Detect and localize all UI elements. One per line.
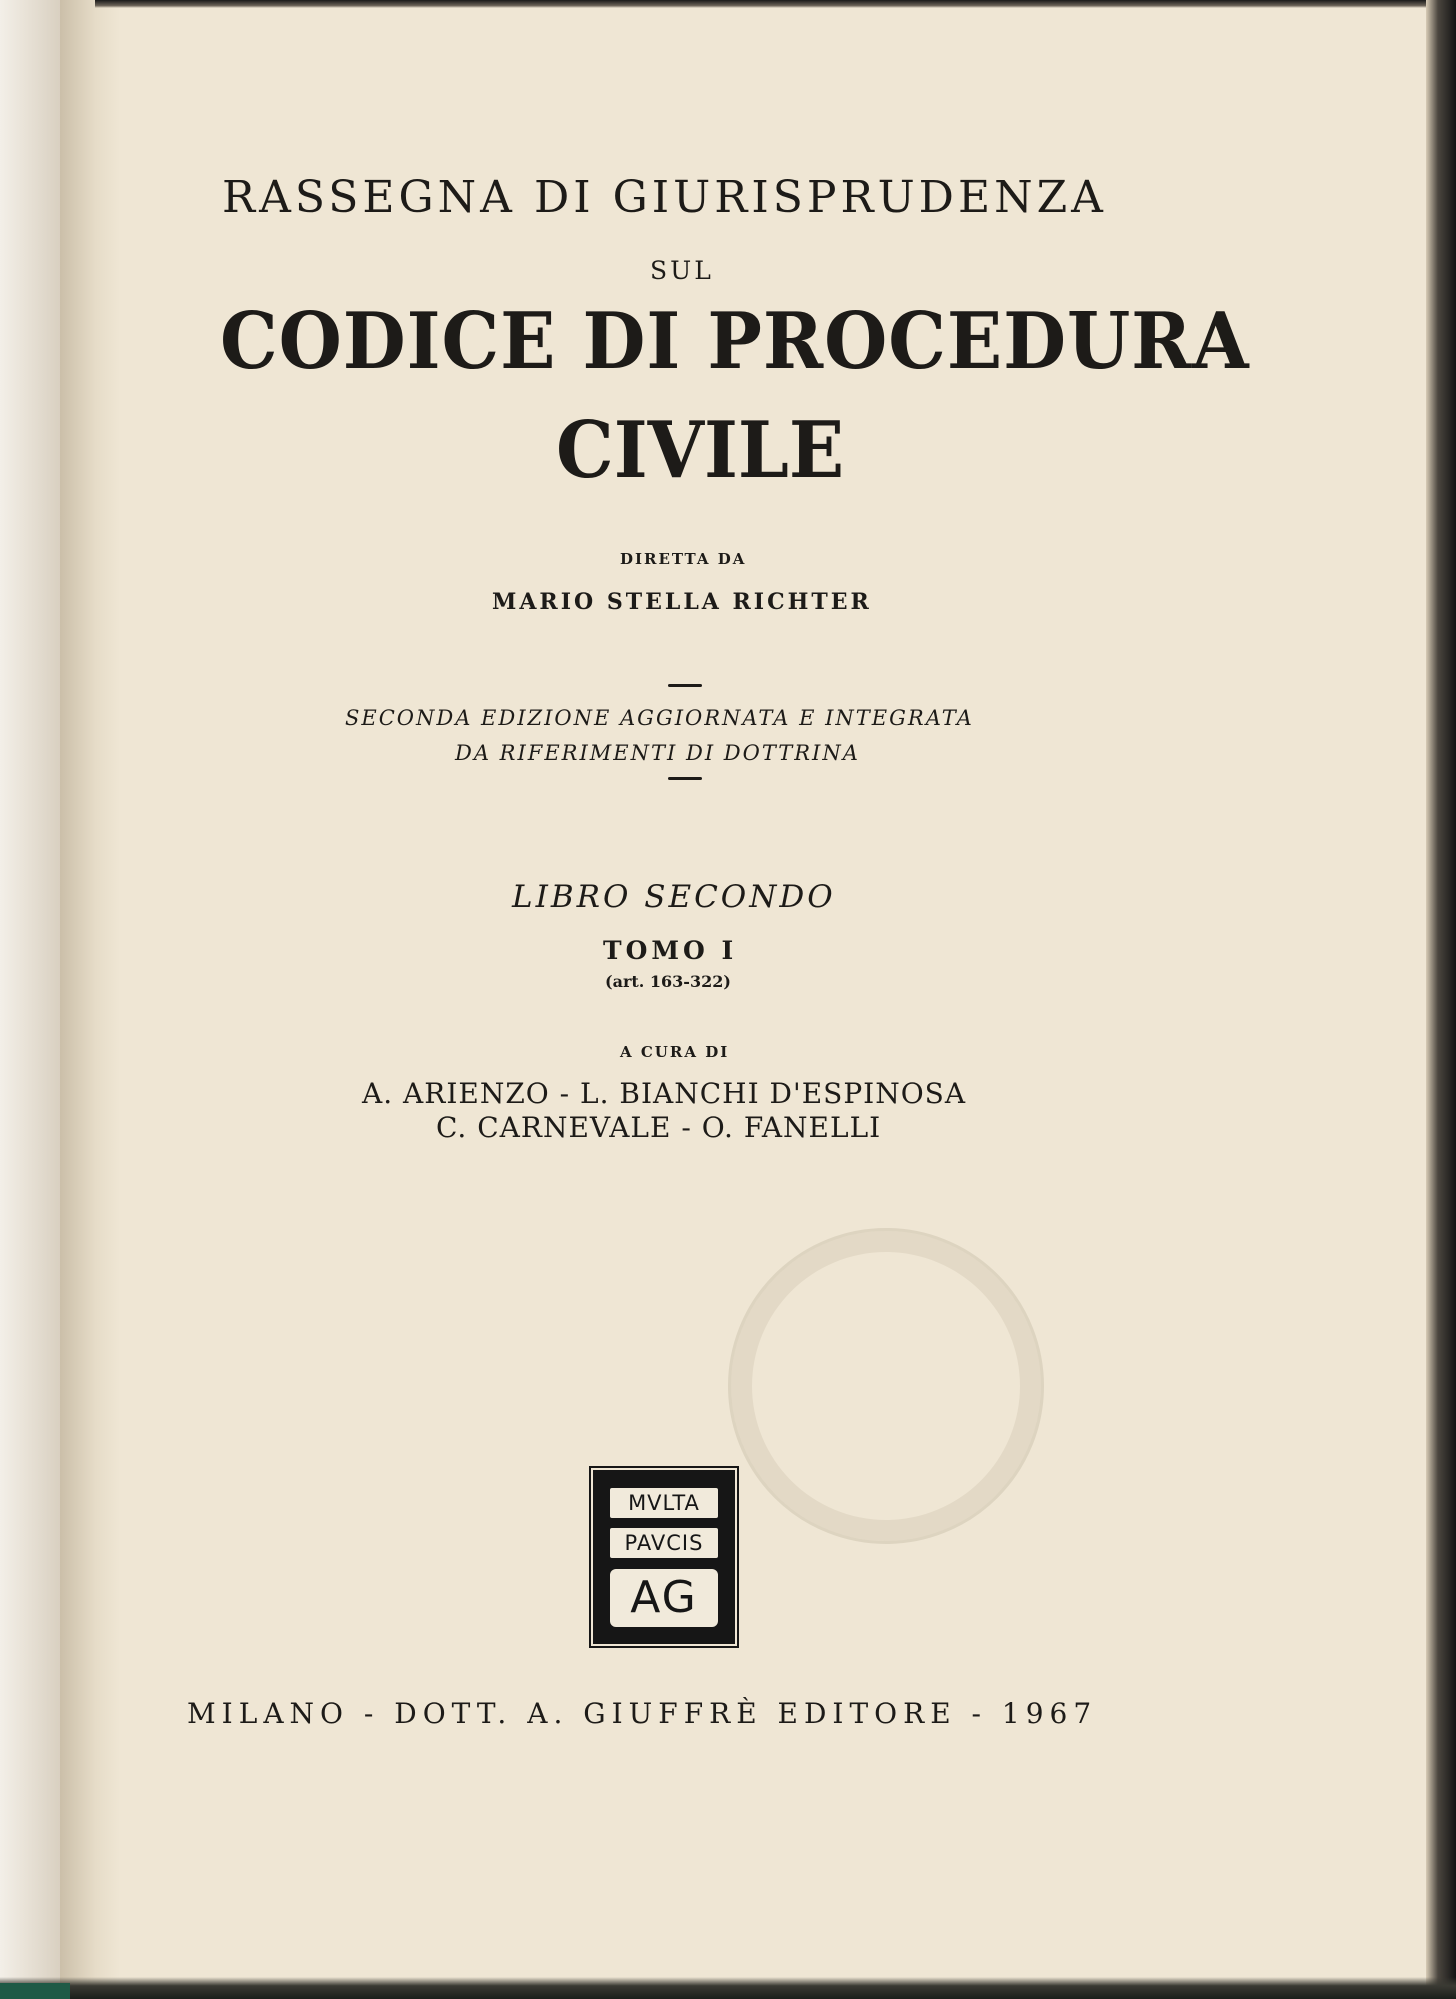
right-edge xyxy=(1426,0,1456,1999)
gutter-shadow xyxy=(60,0,120,1999)
main-title-line-2: CIVILE xyxy=(556,405,845,496)
publisher-logo xyxy=(593,1470,735,1644)
articles-range: (art. 163-322) xyxy=(605,972,731,991)
logo-word-multa: MVLTA xyxy=(610,1488,718,1518)
editors-line-2: C. CARNEVALE - O. FANELLI xyxy=(436,1111,882,1144)
book-label: LIBRO SECONDO xyxy=(512,879,836,915)
logo-initials: AG xyxy=(610,1569,718,1627)
divider-dash-top xyxy=(668,684,702,687)
volume-label: TOMO I xyxy=(603,936,738,965)
editors-line-1: A. ARIENZO - L. BIANCHI D'ESPINOSA xyxy=(362,1077,967,1110)
edited-by-label: A CURA DI xyxy=(620,1043,730,1061)
edition-line-2: DA RIFERIMENTI DI DOTTRINA xyxy=(455,741,860,765)
director-name: MARIO STELLA RICHTER xyxy=(492,589,872,615)
logo-word-paucis: PAVCIS xyxy=(610,1528,718,1558)
series-title: RASSEGNA DI GIURISPRUDENZA xyxy=(222,172,1107,223)
bottom-edge xyxy=(0,1977,1456,1999)
top-edge xyxy=(95,0,1456,8)
directed-by-label: DIRETTA DA xyxy=(620,550,747,568)
edition-line-1: SECONDA EDIZIONE AGGIORNATA E INTEGRATA xyxy=(345,706,974,730)
book-spine xyxy=(0,0,60,1999)
library-stamp xyxy=(728,1228,1044,1544)
divider-dash-bottom xyxy=(668,777,702,780)
publisher-imprint: MILANO - DOTT. A. GIUFFRÈ EDITORE - 1967 xyxy=(187,1697,1098,1730)
cloth-binding xyxy=(0,1983,70,1999)
main-title-line-1: CODICE DI PROCEDURA xyxy=(220,296,1250,387)
title-connector: SUL xyxy=(650,256,714,285)
